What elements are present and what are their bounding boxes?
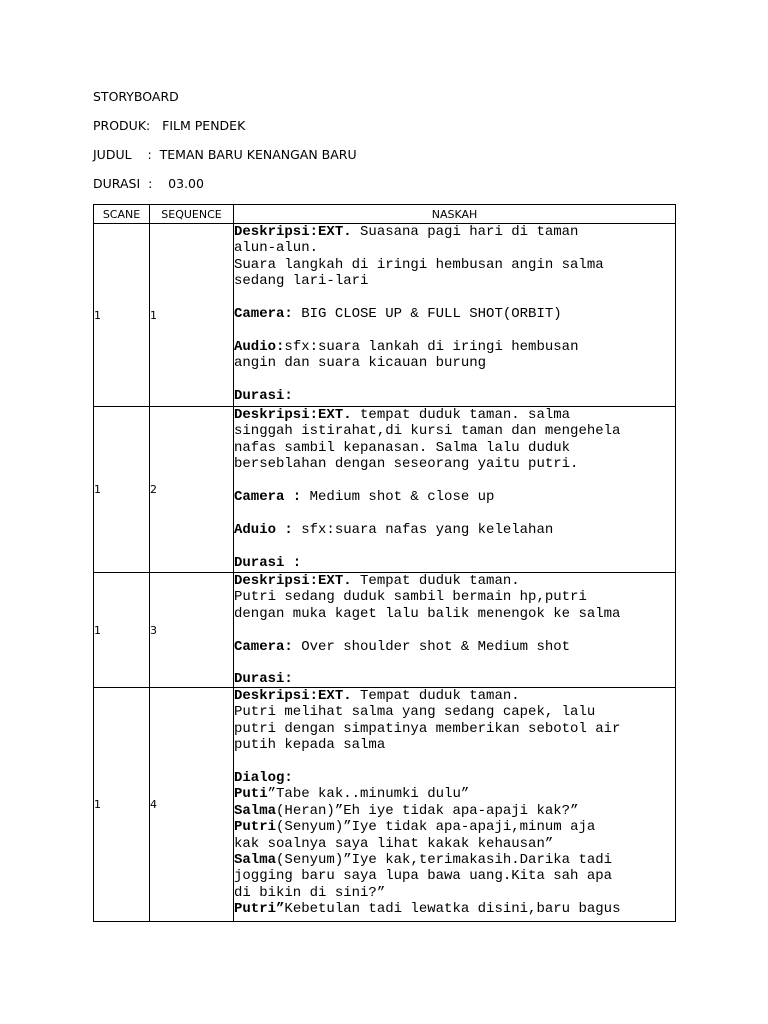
table-row [94,407,676,573]
script-line-text: putih kepada salma [234,737,386,754]
script-line-text: kak soalnya saya lihat kakak kehausan” [234,835,554,852]
script-line [234,606,675,622]
judul-line: JUDUL : TEMAN BARU KENANGAN BARU [93,147,357,162]
script-line-text: BIG CLOSE UP & FULL SHOT(ORBIT) [292,306,562,323]
script-line [234,456,675,472]
script-line [234,786,675,802]
script-line [234,407,675,423]
script-line-text: Tempat duduk taman. [351,688,520,704]
script-line-text: Suasana pagi hari di taman [351,224,579,240]
script-line [234,322,675,338]
durasi-line: DURASI : 03.00 [93,176,204,191]
script-line [234,737,675,753]
script-line-text: Tempat duduk taman. [351,573,520,589]
scene-number: 1 [94,407,150,573]
script-line-text: putri dengan simpatinya memberikan sebotol air [234,720,621,737]
script-line [234,505,675,521]
script-line-text: di bikin di sini?” [234,884,386,901]
script-line [234,836,675,852]
script-line [234,388,675,404]
script-line-label: Aduio : [234,521,293,538]
script-line [234,372,675,388]
script-line [234,852,675,868]
script-line-label: Deskripsi:EXT. [234,407,352,423]
produk-line: PRODUK: FILM PENDEK [93,118,246,133]
script-line [234,704,675,720]
naskah-cell [234,224,676,407]
script-line [234,489,675,505]
script-line [234,639,675,655]
table-header-row [94,205,676,224]
script-line-text: (Heran)”Eh iye tidak apa-apaji kak?” [276,802,579,819]
script-line-label: Audio: [234,338,285,355]
script-line [234,688,675,704]
script-line-label: Camera: [234,638,293,655]
table-row [94,573,676,688]
script-line-text: nafas sambil kepanasan. Salma lalu duduk [234,439,571,456]
script-line-label: Deskripsi:EXT. [234,573,352,589]
script-line [234,538,675,554]
scene-number: 1 [94,224,150,407]
script-line [234,440,675,456]
script-line-label: Durasi: [234,388,293,405]
table-row [94,688,676,922]
script-line [234,339,675,355]
document-title: STORYBOARD [93,89,179,104]
script-line-label: Deskripsi:EXT. [234,224,352,240]
script-line [234,355,675,371]
script-line-label: Putri” [234,901,285,918]
script-line [234,655,675,671]
script-line-text: Putri sedang duduk sambil bermain hp,putri [234,589,587,606]
script-line-label: Deskripsi:EXT. [234,688,352,704]
script-line [234,555,675,571]
script-line [234,240,675,256]
scene-number: 1 [94,688,150,922]
script-line-label: Camera: [234,306,293,323]
sequence-number: 1 [150,224,234,407]
script-line-text: (Senyum)”Iye tidak apa-apaji,minum aja [276,819,596,836]
script-line-label: Salma [234,802,277,819]
storyboard-table [93,204,676,922]
script-line [234,306,675,322]
script-line [234,423,675,439]
script-line-text: tempat duduk taman. salma [351,407,571,423]
script-line-text: Kebetulan tadi lewatka disini,baru bagus [284,901,621,918]
column-header-sequence: SEQUENCE [150,205,234,224]
script-line-text: sfx:suara lankah di iringi hembusan [284,338,579,355]
script-line [234,901,675,917]
naskah-cell [234,573,676,688]
sequence-number: 3 [150,573,234,688]
script-line-text: alun-alun. [234,240,319,257]
script-line-text: berseblahan dengan seseorang yaitu putri. [234,456,579,473]
table-row [94,224,676,407]
script-line-text: jogging baru saya lupa bawa uang.Kita sah apa [234,868,613,885]
script-line [234,770,675,786]
column-header-scane: SCANE [94,205,150,224]
naskah-cell [234,407,676,573]
script-line [234,573,675,589]
script-line [234,885,675,901]
script-line-label: Salma [234,852,277,869]
script-line-text: sedang lari-lari [234,273,369,290]
script-line [234,819,675,835]
script-line-text: ”Tabe kak..minumki dulu” [267,786,470,803]
script-line-text: (Senyum)”Iye kak,terimakasih.Darika tadi [276,852,613,869]
script-line [234,671,675,687]
script-line [234,622,675,638]
column-header-naskah: NASKAH [234,205,676,224]
script-line-label: Camera : [234,489,302,506]
script-line-label: Dialog: [234,770,293,787]
script-line-text: Suara langkah di iringi hembusan angin salma [234,256,604,273]
script-line-label: Durasi : [234,554,302,571]
script-line [234,290,675,306]
script-line-text: Medium shot & close up [301,489,495,506]
script-line [234,522,675,538]
script-line-text: dengan muka kaget lalu balik menengok ke salma [234,605,621,622]
naskah-cell [234,688,676,922]
script-line-label: Puti [234,786,268,803]
script-line-label: Putri [234,819,277,836]
script-line [234,868,675,884]
script-line-text: sfx:suara nafas yang kelelahan [292,521,554,538]
script-line [234,589,675,605]
sequence-number: 2 [150,407,234,573]
script-line [234,754,675,770]
script-line-text: Putri melihat salma yang sedang capek, lalu [234,704,596,721]
script-line [234,257,675,273]
script-line [234,473,675,489]
script-line [234,224,675,240]
script-line [234,273,675,289]
script-line-text: angin dan suara kicauan burung [234,355,487,372]
script-line-label: Durasi: [234,671,293,687]
script-line-text: singgah istirahat,di kursi taman dan mengehela [234,423,621,440]
script-line-text: Over shoulder shot & Medium shot [292,638,571,655]
sequence-number: 4 [150,688,234,922]
script-line [234,803,675,819]
script-line [234,721,675,737]
scene-number: 1 [94,573,150,688]
